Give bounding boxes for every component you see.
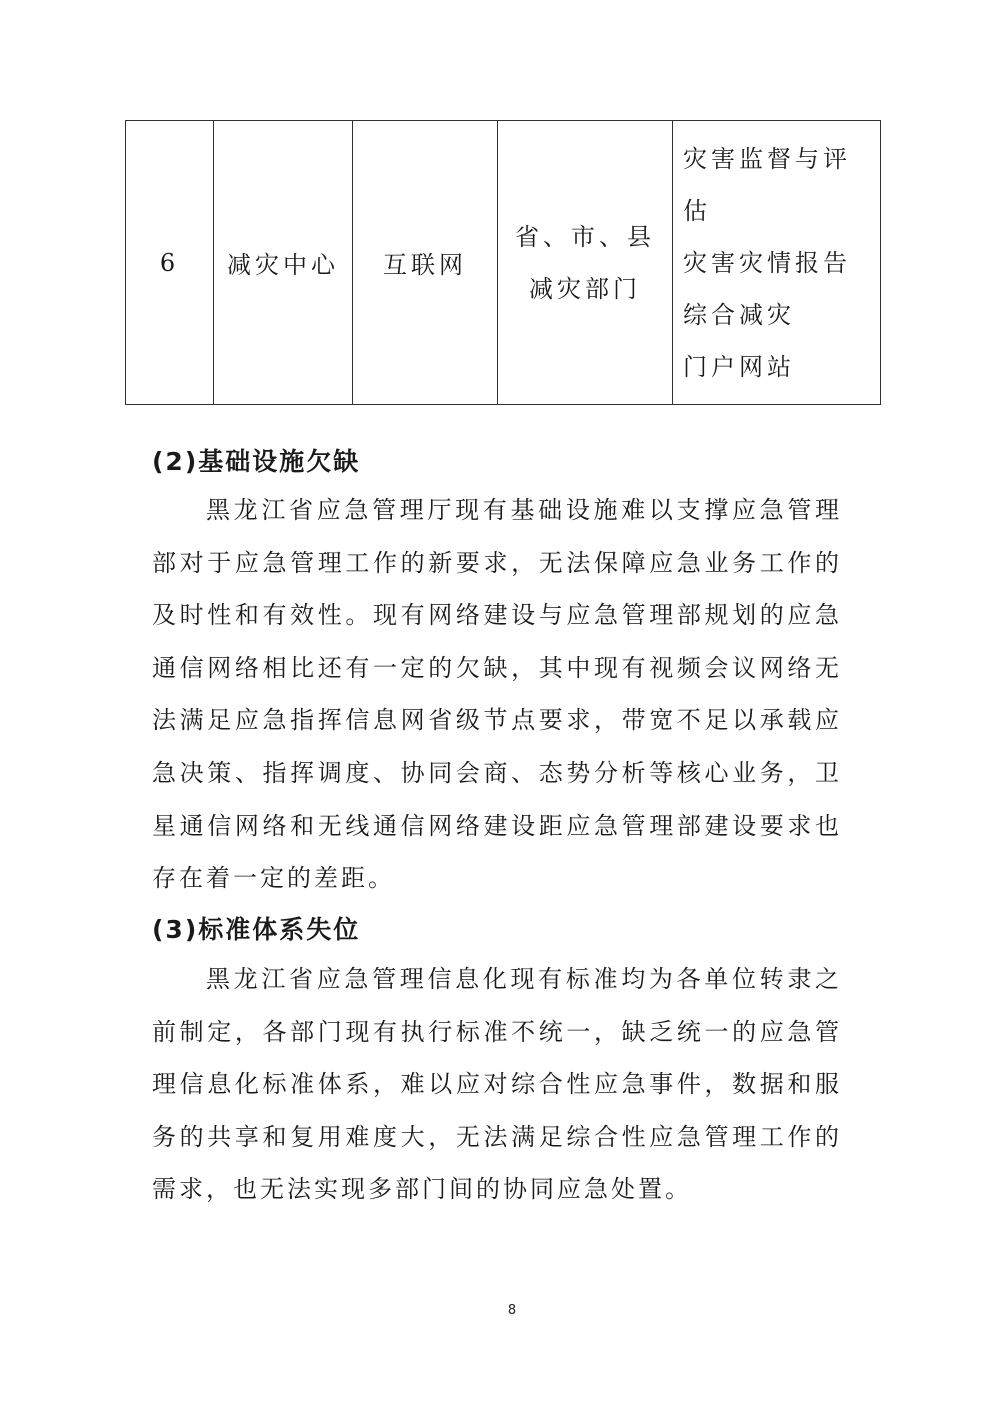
cell-systems (673, 121, 881, 405)
cell-network: 互联网 (353, 121, 498, 405)
section-heading-standards: (3)标准体系失位 (152, 915, 361, 944)
system-line: 灾害监督与评 (683, 144, 851, 173)
cell-unit-name: 减灾中心 (214, 121, 353, 405)
page-number: 8 (507, 1303, 517, 1318)
department-line: 减灾部门 (529, 274, 641, 303)
system-line: 门户网站 (683, 352, 795, 381)
cell-department (498, 121, 673, 405)
section-heading-infrastructure: (2)基础设施欠缺 (152, 447, 361, 476)
cell-number: 6 (126, 121, 214, 405)
system-line: 估 (683, 196, 711, 225)
department-line: 省、市、县 (515, 222, 655, 251)
systems-table (125, 120, 881, 405)
paragraph-standards: 黑龙江省应急管理信息化现有标准均为各单位转隶之前制定，各部门现有执行标准不统一，缺乏统一的应急管理信息化标准体系，难以应对综合性应急事件，数据和服务的共享和复用难度大，无法满足综合性应急管理工作的需求，也无法实现多部门间的协同应急处置。 (152, 965, 842, 1204)
system-line: 综合减灾 (683, 300, 795, 329)
system-line: 灾害灾情报告 (683, 248, 851, 277)
table-row (126, 121, 881, 405)
paragraph-infrastructure: 黑龙江省应急管理厅现有基础设施难以支撑应急管理部对于应急管理工作的新要求，无法保障应急业务工作的及时性和有效性。现有网络建设与应急管理部规划的应急通信网络相比还有一定的欠缺，其中现有视频会议网络无法满足应急指挥信息网省级节点要求，带宽不足以承载应急决策、指挥调度、协同会商、态势分析等核心业务，卫星通信网络和无线通信网络建设距应急管理部建设要求也存在着一定的差距。 (152, 496, 842, 893)
